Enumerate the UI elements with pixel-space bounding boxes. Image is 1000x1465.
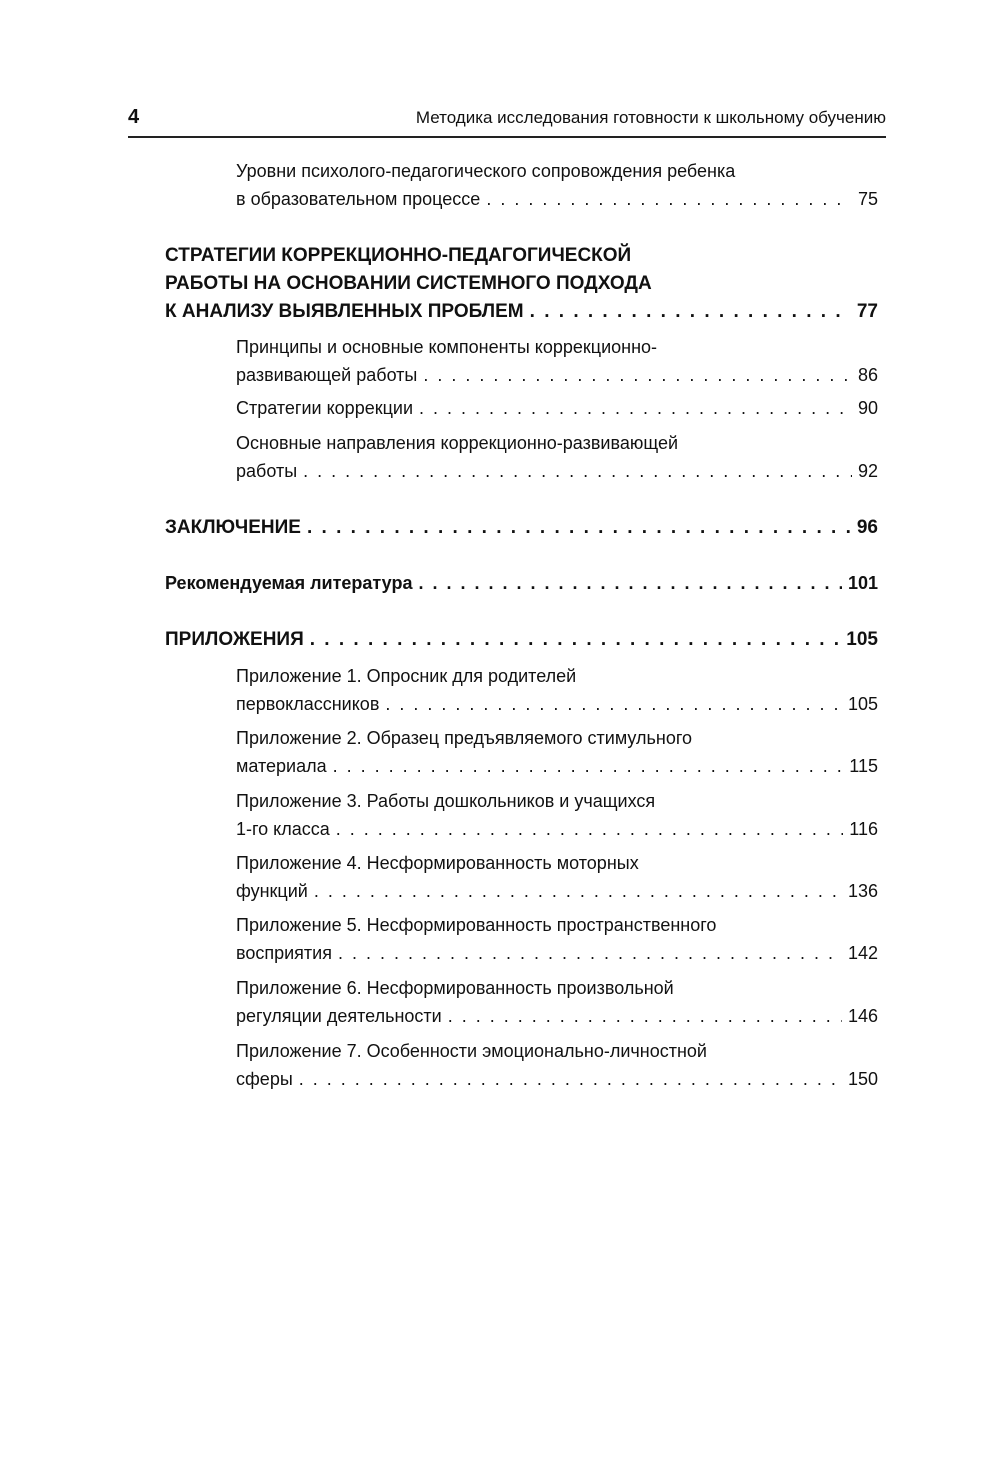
toc-entry bbox=[236, 911, 878, 967]
toc-entry bbox=[236, 662, 878, 718]
dot-leader bbox=[419, 394, 852, 422]
toc-entry-title-line: Уровни психолого-педагогического сопровождения ребенка bbox=[236, 161, 736, 181]
toc-entry-title-line: Основные направления коррекционно-развивающей bbox=[236, 433, 679, 453]
toc-page-number: 90 bbox=[857, 398, 878, 418]
toc-page-number: 136 bbox=[847, 881, 878, 901]
toc-entry bbox=[236, 974, 878, 1030]
toc-page-number: 115 bbox=[849, 756, 878, 776]
toc-entry-title: работы bbox=[236, 461, 298, 481]
dot-leader bbox=[333, 752, 844, 780]
toc-page-number: 105 bbox=[846, 629, 878, 650]
toc-entry bbox=[236, 849, 878, 905]
toc-page-number: 101 bbox=[847, 573, 878, 593]
toc-entry-title-line: Приложение 3. Работы дошкольников и учащихся bbox=[236, 791, 656, 811]
toc-entry-title-line: Приложение 7. Особенности эмоционально-личностной bbox=[236, 1041, 707, 1061]
toc-entry-title: К АНАЛИЗУ ВЫЯВЛЕННЫХ ПРОБЛЕМ bbox=[165, 301, 524, 322]
dot-leader bbox=[299, 1065, 842, 1093]
dot-leader bbox=[423, 361, 852, 389]
toc-entry bbox=[165, 514, 878, 542]
toc-page-number: 86 bbox=[857, 365, 878, 385]
dot-leader bbox=[385, 690, 842, 718]
toc-entry-title: развивающей работы bbox=[236, 365, 418, 385]
toc-entry-title: ПРИЛОЖЕНИЯ bbox=[165, 629, 304, 650]
dot-leader bbox=[530, 298, 851, 326]
toc-entry-title: восприятия bbox=[236, 943, 332, 963]
page-header bbox=[128, 100, 886, 138]
toc-entry-title: Рекомендуемая литература bbox=[165, 573, 413, 593]
toc-entry bbox=[236, 157, 878, 213]
toc-entry-title: материала bbox=[236, 756, 327, 776]
dot-leader bbox=[336, 815, 844, 843]
toc-entry bbox=[165, 569, 878, 597]
toc-entry-title: первоклассников bbox=[236, 694, 380, 714]
toc-entry-title: регуляции деятельности bbox=[236, 1006, 442, 1026]
toc-page-number: 96 bbox=[856, 517, 878, 538]
dot-leader bbox=[338, 939, 842, 967]
toc-entry-title-line: Принципы и основные компоненты коррекционно- bbox=[236, 337, 658, 357]
toc-entry-title: Стратегии коррекции bbox=[236, 398, 414, 418]
toc-page-number: 116 bbox=[849, 819, 878, 839]
toc-page-number: 75 bbox=[857, 189, 878, 209]
dot-leader bbox=[303, 457, 852, 485]
toc-entry-title-line: Приложение 2. Образец предъявляемого стимульного bbox=[236, 728, 693, 748]
toc-page-number: 142 bbox=[847, 943, 878, 963]
dot-leader bbox=[486, 185, 852, 213]
toc-entry-title: 1-го класса bbox=[236, 819, 330, 839]
toc-entry bbox=[236, 1037, 878, 1093]
toc-entry bbox=[165, 242, 878, 326]
toc-entry bbox=[236, 394, 878, 422]
toc-page-number: 77 bbox=[856, 301, 878, 322]
toc-entry-title-line: РАБОТЫ НА ОСНОВАНИИ СИСТЕМНОГО ПОДХОДА bbox=[165, 273, 652, 294]
toc-entry-title: функций bbox=[236, 881, 308, 901]
toc-entry bbox=[236, 333, 878, 389]
toc-entry-title-line: Приложение 4. Несформированность моторных bbox=[236, 853, 639, 873]
toc-page-number: 150 bbox=[847, 1069, 878, 1089]
dot-leader bbox=[418, 569, 841, 597]
toc-entry bbox=[236, 724, 878, 780]
dot-leader bbox=[307, 514, 851, 542]
running-title: Методика исследования готовности к школьному обучению bbox=[415, 108, 886, 127]
dot-leader bbox=[448, 1002, 842, 1030]
toc-entry bbox=[236, 787, 878, 843]
dot-leader bbox=[310, 626, 841, 654]
toc-entry-title-line: СТРАТЕГИИ КОРРЕКЦИОННО-ПЕДАГОГИЧЕСКОЙ bbox=[165, 245, 632, 266]
toc-page-number: 146 bbox=[847, 1006, 878, 1026]
toc-entry-title-line: Приложение 1. Опросник для родителей bbox=[236, 666, 577, 686]
toc-page-number: 92 bbox=[857, 461, 878, 481]
toc-entry bbox=[165, 626, 878, 654]
toc-page-number: 105 bbox=[847, 694, 878, 714]
page-number: 4 bbox=[128, 106, 140, 128]
toc-entry-title: в образовательном процессе bbox=[236, 189, 481, 209]
toc-entry-title: сферы bbox=[236, 1069, 293, 1089]
dot-leader bbox=[314, 877, 842, 905]
toc-entry-title: ЗАКЛЮЧЕНИЕ bbox=[165, 517, 301, 538]
toc-entry bbox=[236, 429, 878, 485]
toc-entry-title-line: Приложение 5. Несформированность пространственного bbox=[236, 915, 717, 935]
toc-entry-title-line: Приложение 6. Несформированность произвольной bbox=[236, 978, 674, 998]
